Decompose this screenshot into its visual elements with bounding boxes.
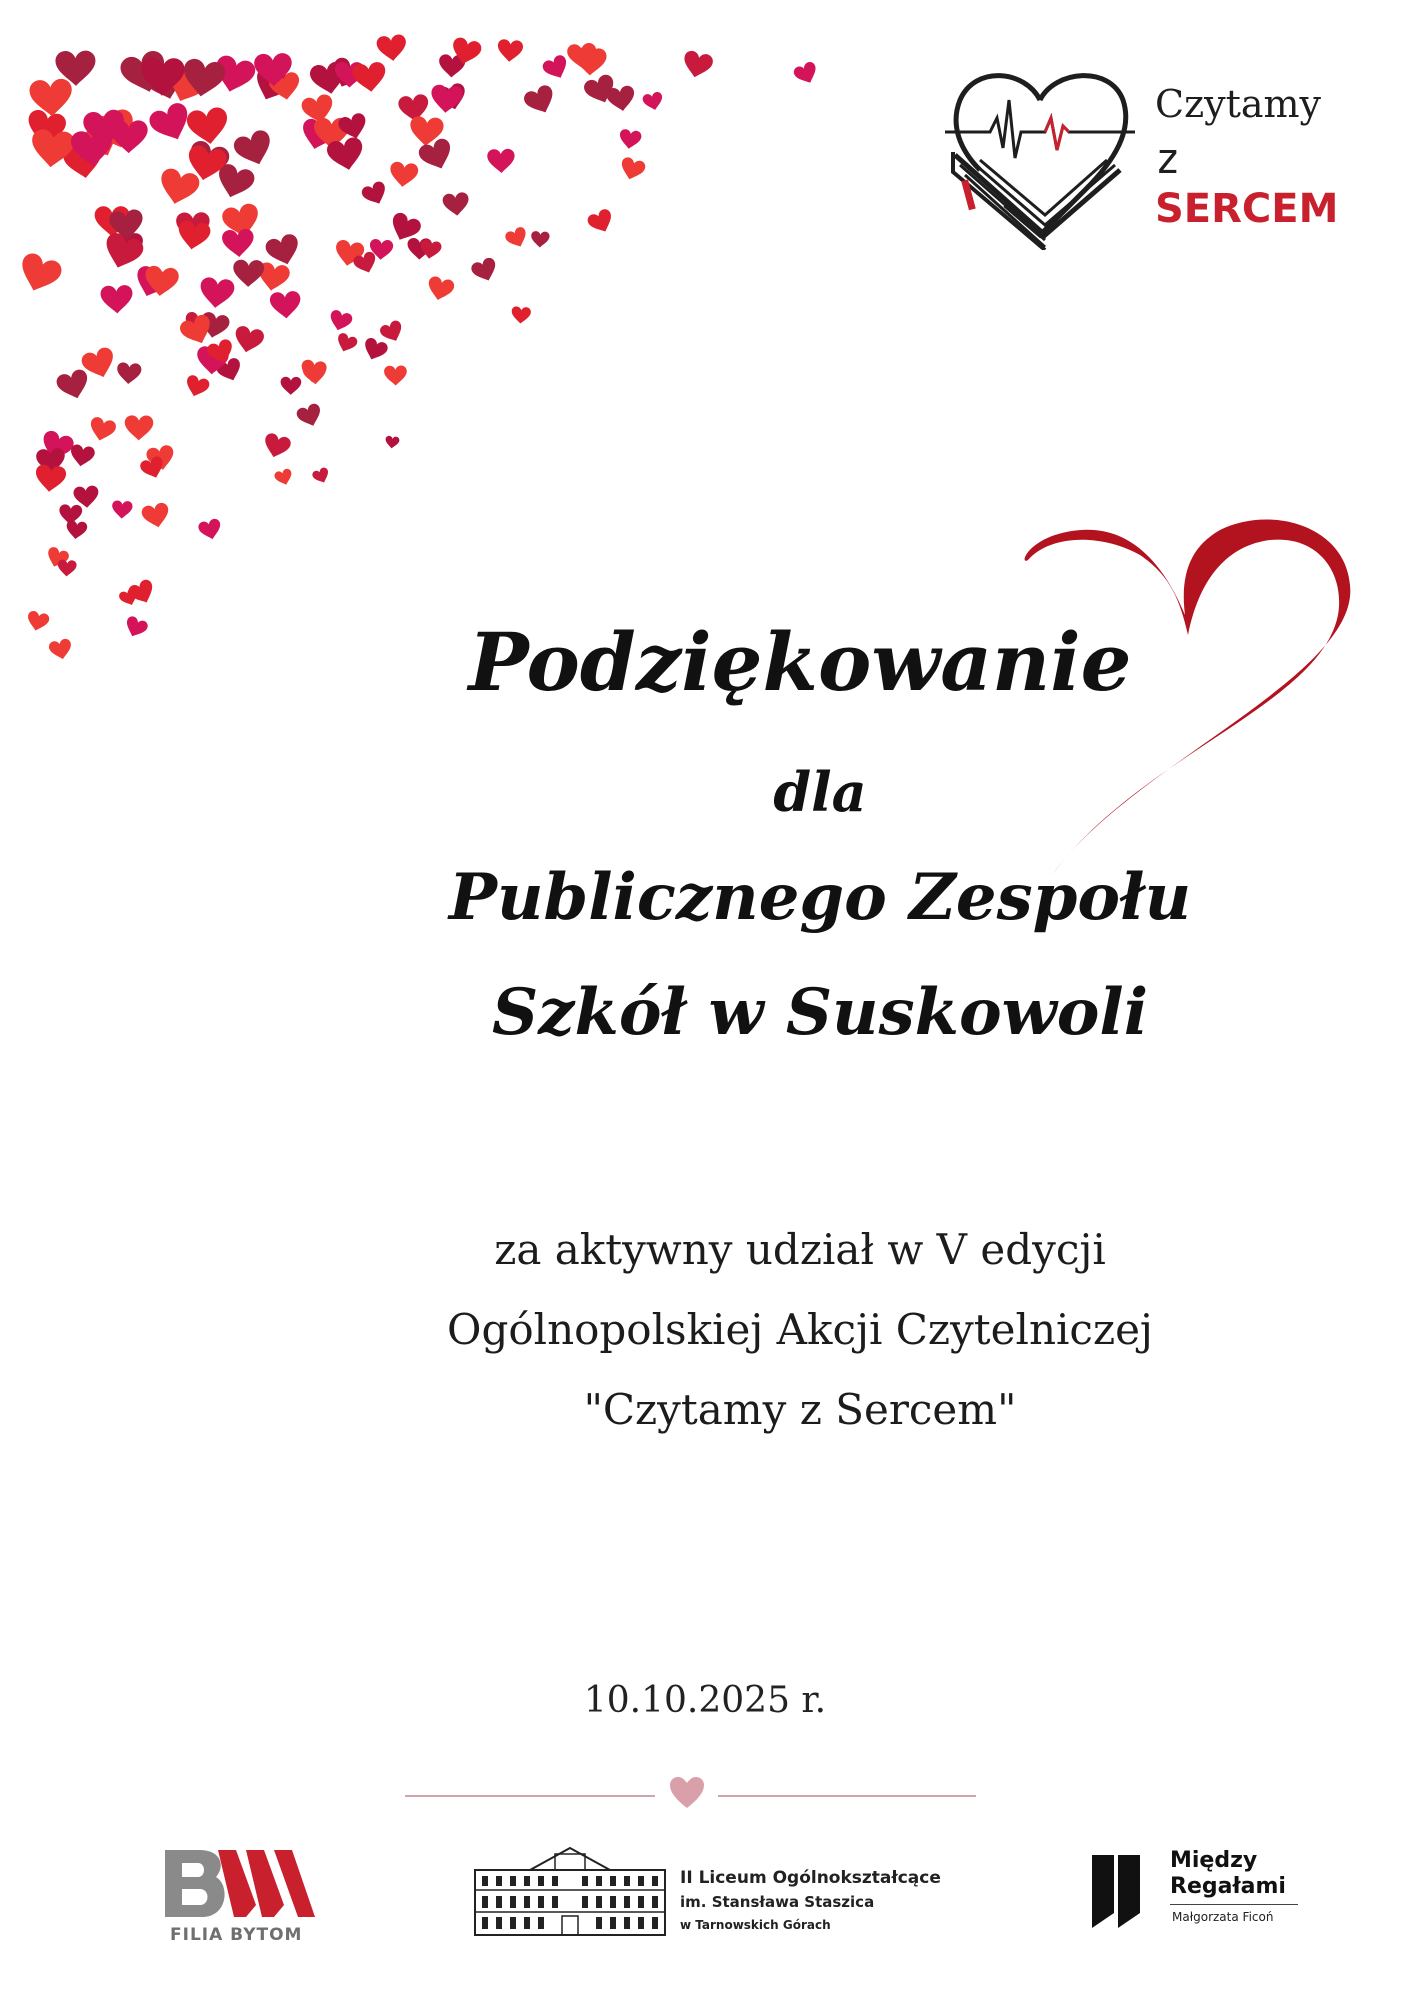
small-heart-icon <box>605 85 636 113</box>
small-heart-icon <box>59 504 83 525</box>
certificate-title: Podziękowanie <box>468 615 1132 709</box>
small-heart-icon <box>100 285 133 314</box>
small-heart-icon <box>360 180 390 209</box>
certificate-for: dla <box>773 760 867 824</box>
reason-line-2: Ogólnopolskiej Akcji Czytelniczej <box>447 1305 1153 1354</box>
small-heart-icon <box>156 167 201 209</box>
small-heart-icon <box>140 502 171 531</box>
small-heart-icon <box>198 277 235 310</box>
small-heart-icon <box>231 128 276 170</box>
logo-text-z: z <box>1155 134 1182 183</box>
small-heart-icon <box>87 416 117 444</box>
small-heart-icon <box>311 466 331 485</box>
mr-line-1: Między <box>1170 1848 1258 1873</box>
small-heart-icon <box>425 275 455 303</box>
small-heart-icon <box>497 39 524 63</box>
mr-line-3: Małgorzata Ficoń <box>1172 1910 1274 1924</box>
small-heart-icon <box>197 518 223 542</box>
small-heart-icon <box>55 368 93 403</box>
school-line-1: II Liceum Ogólnokształcące <box>680 1868 941 1888</box>
miedzy-regalami-logo <box>1090 1848 1320 1948</box>
school-line-3: w Tarnowskich Górach <box>680 1918 831 1932</box>
small-heart-icon <box>618 156 647 183</box>
small-heart-icon <box>116 362 142 385</box>
small-heart-icon <box>384 365 407 385</box>
small-heart-icon <box>522 83 559 118</box>
divider-right <box>718 1795 976 1797</box>
logo-text-z-sercem <box>1155 134 1338 232</box>
small-heart-icon <box>511 306 531 324</box>
heart-book-icon <box>935 60 1145 250</box>
small-heart-icon <box>15 251 65 298</box>
small-heart-icon <box>442 192 470 217</box>
mr-underline <box>1170 1904 1298 1905</box>
small-heart-icon <box>269 291 301 320</box>
school-building-icon <box>470 1840 670 1940</box>
small-heart-icon <box>487 149 515 174</box>
bookshelf-mark-icon <box>1090 1853 1165 1933</box>
small-heart-icon <box>233 259 265 287</box>
small-heart-icon <box>111 500 132 519</box>
filia-bytom-label: FILIA BYTOM <box>170 1925 303 1945</box>
small-heart-icon <box>295 402 324 430</box>
school-logo <box>470 1840 990 1950</box>
small-heart-icon <box>300 359 328 384</box>
small-heart-icon <box>57 559 77 577</box>
small-heart-icon <box>361 336 390 363</box>
mr-line-2: Regałami <box>1170 1874 1286 1899</box>
small-heart-icon <box>681 49 715 80</box>
small-heart-icon <box>183 374 211 400</box>
small-heart-icon <box>388 161 418 188</box>
recipient-line-2: Szkół w Suskowoli <box>491 975 1149 1050</box>
small-heart-icon <box>376 34 408 63</box>
small-heart-icon <box>261 432 292 461</box>
bw-mark-icon <box>160 1845 320 1925</box>
small-heart-icon <box>586 207 617 236</box>
filia-bytom-logo <box>160 1845 320 1945</box>
small-heart-icon <box>541 53 572 83</box>
czytamy-z-sercem-logo <box>935 60 1339 260</box>
small-heart-icon <box>352 61 388 94</box>
small-heart-icon <box>618 129 642 151</box>
small-heart-icon <box>385 435 400 449</box>
small-heart-icon <box>122 615 149 641</box>
divider-heart-icon <box>668 1776 706 1810</box>
recipient-line-1: Publicznego Zespołu <box>448 860 1192 935</box>
small-heart-icon <box>470 256 501 285</box>
logo-text-czytamy: Czytamy <box>1155 82 1321 126</box>
reason-line-3: "Czytamy z Sercem" <box>583 1385 1017 1434</box>
small-heart-icon <box>531 231 550 248</box>
logo-text-sercem: SERCEM <box>1155 186 1339 232</box>
divider-left <box>405 1795 655 1797</box>
small-heart-icon <box>273 468 294 488</box>
small-heart-icon <box>280 377 301 395</box>
small-heart-icon <box>48 638 74 662</box>
school-line-2: im. Stansława Staszica <box>680 1893 875 1911</box>
certificate-date: 10.10.2025 r. <box>583 1680 827 1721</box>
small-heart-icon <box>334 332 359 355</box>
small-heart-icon <box>327 309 353 333</box>
small-heart-icon <box>25 610 50 633</box>
small-heart-icon <box>222 228 255 258</box>
small-heart-icon <box>186 106 231 147</box>
small-heart-icon <box>69 444 96 469</box>
small-heart-icon <box>792 60 821 87</box>
small-heart-icon <box>124 415 153 440</box>
reason-line-1: za aktywny udział w V edycji <box>494 1225 1106 1274</box>
small-heart-icon <box>232 325 265 356</box>
small-heart-icon <box>378 319 406 345</box>
small-heart-icon <box>642 91 665 112</box>
small-heart-icon <box>504 226 531 251</box>
